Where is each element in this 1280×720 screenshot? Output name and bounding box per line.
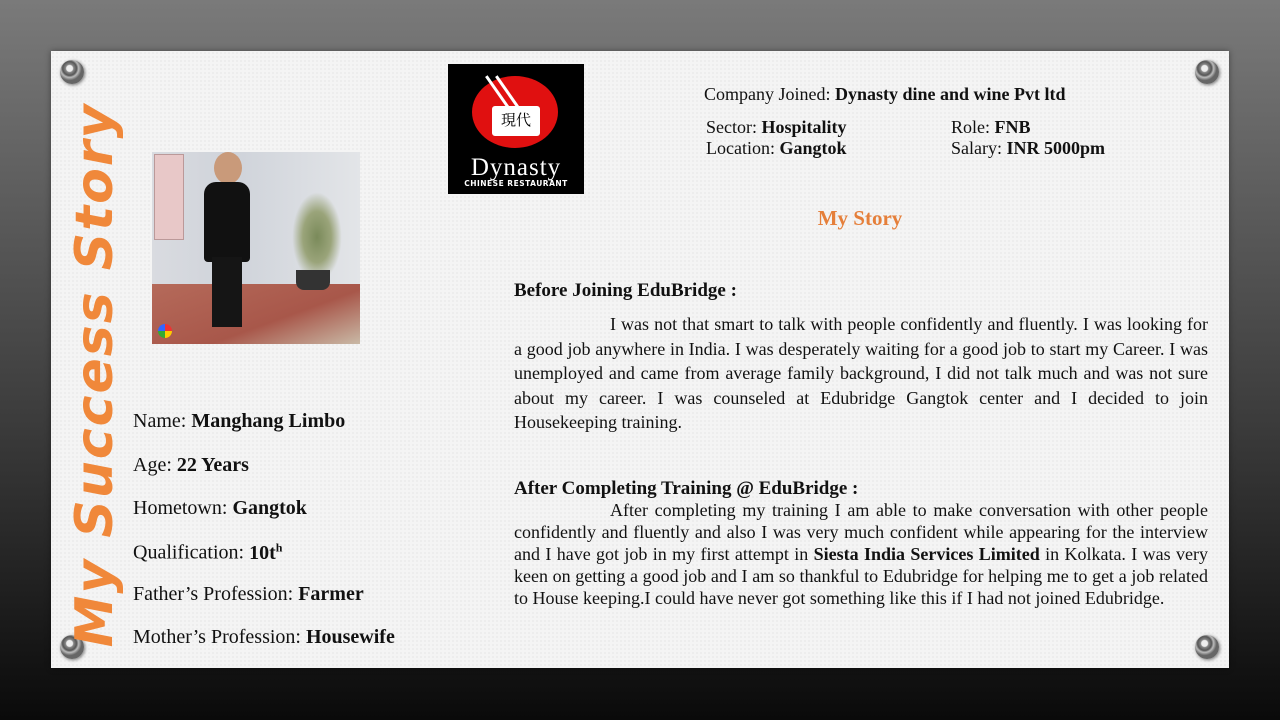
sector: Sector: Hospitality (706, 117, 847, 137)
salary: Salary: INR 5000pm (951, 138, 1106, 158)
logo-brand: Dynasty (470, 154, 562, 181)
camera-watermark-icon (158, 324, 172, 338)
employer-name: Siesta India Services Limited (813, 544, 1040, 564)
screw-bolt-bottom-right-icon (1195, 635, 1219, 659)
screw-bolt-top-right-icon (1195, 60, 1219, 84)
logo-chinese-text: 現代 (492, 106, 540, 136)
logo-tagline: CHINESE RESTAURANT (464, 179, 568, 188)
screw-bolt-top-left-icon (60, 60, 84, 84)
role-value: FNB (994, 117, 1031, 137)
salary-value: INR 5000pm (1006, 138, 1106, 158)
my-story-heading: My Story (817, 206, 903, 230)
profile-mother-profession: Mother’s Profession: Housewife (133, 626, 395, 648)
success-story-title-text: My Success Story (65, 102, 125, 648)
after-heading: After Completing Training @ EduBridge : (514, 478, 859, 499)
profile-father-profession: Father’s Profession: Farmer (133, 583, 364, 605)
company-joined: Company Joined: Dynasty dine and wine Pvt ltd (704, 84, 1066, 104)
before-heading: Before Joining EduBridge : (514, 280, 737, 301)
dynasty-logo (448, 64, 584, 194)
role: Role: FNB (951, 117, 1031, 137)
profile-hometown: Hometown: Gangtok (133, 497, 307, 519)
success-story-title (65, 102, 125, 648)
company-value: Dynasty dine and wine Pvt ltd (835, 84, 1066, 104)
profile-name: Name: Manghang Limbo (133, 410, 346, 432)
location: Location: Gangtok (706, 138, 847, 158)
before-paragraph: I was not that smart to talk with people confidently and fluently. I was looking for a good job anywhere in India. I was desperately waiting for a good job to start my Career. I was unemployed and came from average family background, I did not talk much and was not sure about my career. I was counseled at Edubridge Gangtok center and I decided to join Housekeeping training. (514, 314, 1208, 432)
after-paragraph: After completing my training I am able to make conversation with other people confidently and fluently and also I was very much confident while appearing for the interview and I have got job in my first attempt in Siesta India Services Limited in Kolkata. I was very keen on getting a good job and I am so thankful to Edubridge for helping me to get a job related to House keeping.I could have never got something like this if I had not joined Edubridge. (514, 500, 1209, 608)
location-value: Gangtok (779, 138, 847, 158)
profile-age: Age: 22 Years (133, 454, 249, 476)
profile-qualification: Qualification: $10t^h$ (133, 540, 283, 564)
profile-photo (152, 152, 360, 344)
sector-value: Hospitality (761, 117, 847, 137)
